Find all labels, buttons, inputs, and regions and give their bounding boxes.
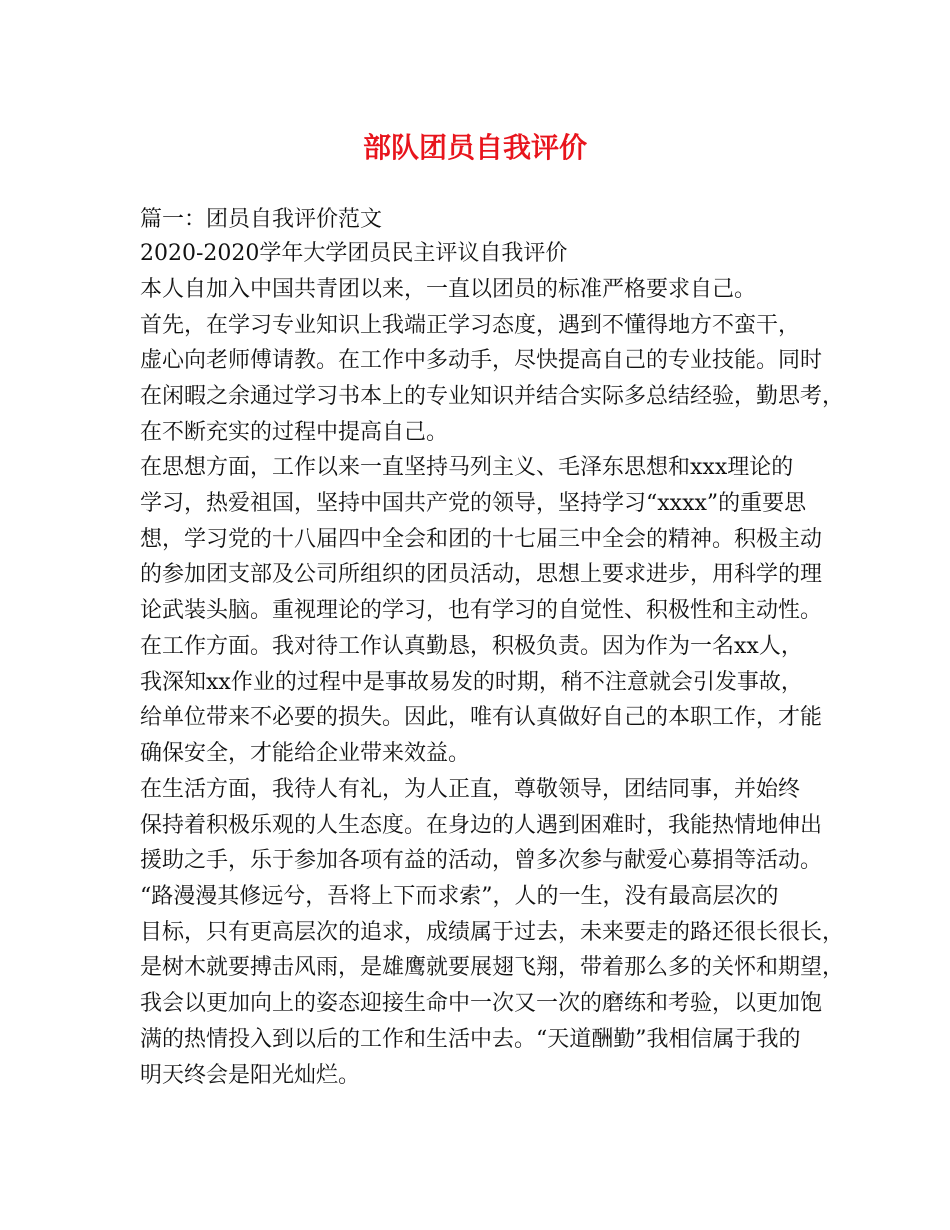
paragraph-line: 保持着积极乐观的人生态度。在身边的人遇到困难时，我能热情地伸出 <box>140 813 823 838</box>
paragraph-line: 我深知xx作业的过程中是事故易发的时期，稍不注意就会引发事故， <box>140 670 803 695</box>
paragraph-line: 是树木就要搏击风雨，是雄鹰就要展翅飞翔，带着那么多的关怀和期望， <box>140 955 845 980</box>
paragraph-line: 学习，热爱祖国，坚持中国共产党的领导，坚持学习“xxxx”的重要思 <box>140 491 807 516</box>
paragraph-line: 想，学习党的十八届四中全会和团的十七届三中全会的精神。积极主动 <box>140 527 823 552</box>
paragraph-line: 本人自加入中国共青团以来，一直以团员的标准严格要求自己。 <box>140 277 757 302</box>
paragraph-line: 我会以更加向上的姿态迎接生命中一次又一次的磨练和考验，以更加饱 <box>140 991 823 1016</box>
paragraph-line: 援助之手，乐于参加各项有益的活动，曾多次参与献爱心募捐等活动。 <box>140 848 823 873</box>
paragraph-line: 论武装头脑。重视理论的学习，也有学习的自觉性、积极性和主动性。 <box>140 598 823 623</box>
paragraph-line: “路漫漫其修远兮，吾将上下而求索”，人的一生，没有最高层次的 <box>140 884 779 909</box>
paragraph-line: 在生活方面，我待人有礼，为人正直，尊敬领导，团结同事，并始终 <box>140 777 801 802</box>
paragraph-line: 目标，只有更高层次的追求，成绩属于过去，未来要走的路还很长很长， <box>140 920 845 945</box>
paragraph-line: 首先，在学习专业知识上我端正学习态度，遇到不懂得地方不蛮干， <box>140 313 801 338</box>
paragraph-line: 虚心向老师傅请教。在工作中多动手，尽快提高自己的专业技能。同时 <box>140 348 823 373</box>
paragraph-line: 在闲暇之余通过学习书本上的专业知识并结合实际多总结经验，勤思考， <box>140 384 845 409</box>
section-heading: 篇一：团员自我评价范文 <box>140 207 383 232</box>
paragraph-line: 给单位带来不必要的损失。因此，唯有认真做好自己的本职工作，才能 <box>140 705 823 730</box>
paragraph-line: 明天终会是阳光灿烂。 <box>140 1063 361 1088</box>
subtitle-line: 2020-2020学年大学团员民主评议自我评价 <box>140 241 568 266</box>
paragraph-line: 的参加团支部及公司所组织的团员活动，思想上要求进步，用科学的理 <box>140 562 823 587</box>
paragraph-line: 在工作方面。我对待工作认真勤恳，积极负责。因为作为一名xx人， <box>140 634 803 659</box>
paragraph-line: 在思想方面，工作以来一直坚持马列主义、毛泽东思想和xxx理论的 <box>140 455 794 480</box>
paragraph-line: 在不断充实的过程中提高自己。 <box>140 420 449 445</box>
paragraph-line: 确保安全，才能给企业带来效益。 <box>140 741 471 766</box>
document-title: 部队团员自我评价 <box>362 131 587 164</box>
paragraph-line: 满的热情投入到以后的工作和生活中去。“天道酬勤”我相信属于我的 <box>140 1027 801 1052</box>
